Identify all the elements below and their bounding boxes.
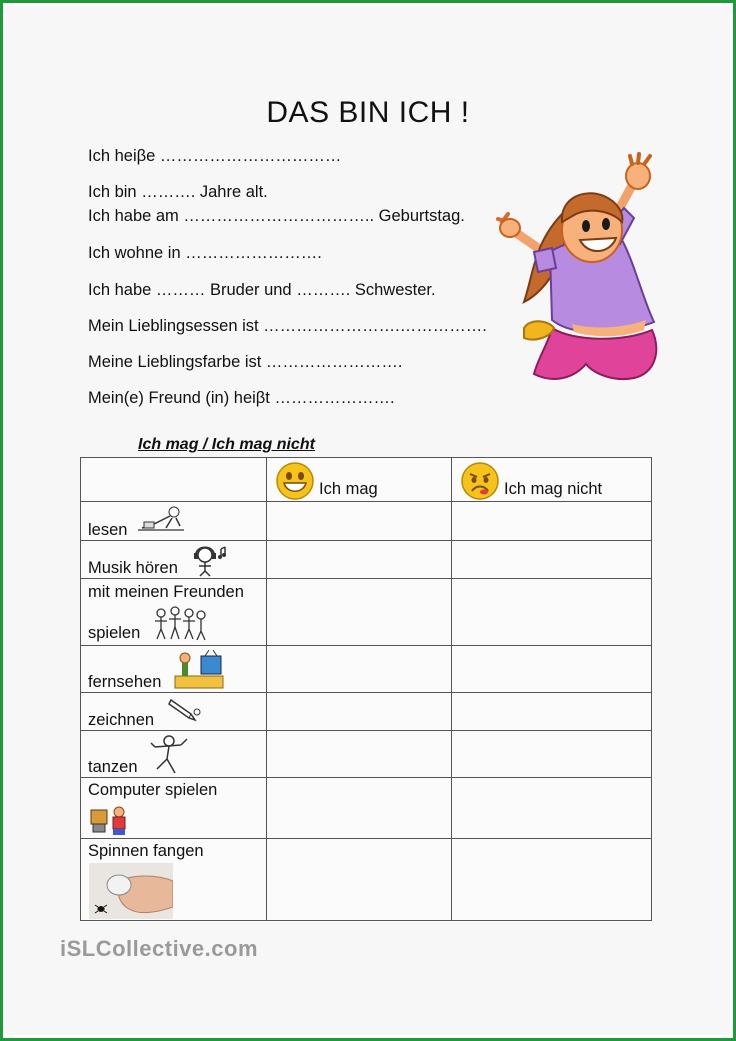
header-ich-mag-nicht — [452, 458, 652, 502]
ich-mag-cell[interactable] — [267, 778, 452, 839]
ich-mag-cell[interactable] — [267, 541, 452, 579]
row-label-cell — [81, 541, 267, 579]
line-birthday: Ich habe am …………………………….. Geburtstag. — [88, 207, 465, 225]
reading-child-icon — [136, 504, 188, 534]
activity-label-line2: spielen — [88, 624, 141, 642]
happy-smiley-icon — [275, 461, 315, 501]
activity-label: fernsehen — [88, 673, 162, 691]
ich-mag-nicht-cell[interactable] — [452, 839, 652, 921]
activity-label: Spinnen fangen — [88, 842, 204, 860]
row-label-cell — [81, 731, 267, 778]
table-row — [81, 693, 652, 731]
table-row — [81, 541, 652, 579]
ich-mag-cell[interactable] — [267, 693, 452, 731]
table-row — [81, 502, 652, 541]
jumping-kid-illustration — [494, 152, 666, 392]
row-label-cell — [81, 778, 267, 839]
ich-mag-cell[interactable] — [267, 839, 452, 921]
line-name: Ich heiβe …………………………… — [88, 147, 342, 165]
ich-mag-nicht-cell[interactable] — [452, 778, 652, 839]
computer-kid-icon — [89, 804, 129, 836]
row-label-cell — [81, 693, 267, 731]
ich-mag-nicht-cell[interactable] — [452, 541, 652, 579]
ich-mag-cell[interactable] — [267, 579, 452, 646]
tv-watching-icon — [173, 648, 225, 690]
table-row — [81, 646, 652, 693]
table-header-row — [81, 458, 652, 502]
activity-label: Musik hören — [88, 559, 178, 577]
line-residence: Ich wohne in ……………………. — [88, 244, 322, 262]
header-ich-mag — [267, 458, 452, 502]
line-age: Ich bin ………. Jahre alt. — [88, 183, 268, 201]
activity-label: tanzen — [88, 758, 138, 776]
dancing-figure-icon — [147, 733, 193, 777]
sad-smiley-icon — [460, 461, 500, 501]
table-row — [81, 579, 652, 646]
header-empty-cell — [81, 458, 267, 502]
ich-mag-nicht-cell[interactable] — [452, 579, 652, 646]
ich-mag-nicht-cell[interactable] — [452, 502, 652, 541]
activity-label: lesen — [88, 521, 128, 539]
row-label-cell — [81, 579, 267, 646]
table-row — [81, 778, 652, 839]
row-label-cell — [81, 646, 267, 693]
table-row — [81, 731, 652, 778]
line-favorite-food: Mein Lieblingsessen ist …………………….……………. — [88, 317, 487, 335]
ich-mag-cell[interactable] — [267, 502, 452, 541]
line-favorite-color: Meine Lieblingsfarbe ist ……………………. — [88, 353, 403, 371]
row-label-cell — [81, 839, 267, 921]
table-subheading: Ich mag / Ich mag nicht — [138, 436, 315, 453]
header-ich-mag-label: Ich mag — [319, 480, 378, 498]
ich-mag-nicht-cell[interactable] — [452, 731, 652, 778]
page-title: DAS BIN ICH ! — [266, 96, 470, 129]
ich-mag-nicht-cell[interactable] — [452, 646, 652, 693]
ich-mag-cell[interactable] — [267, 646, 452, 693]
activity-label: zeichnen — [88, 711, 155, 729]
pencil-drawing-icon — [167, 696, 203, 724]
line-friend: Mein(e) Freund (in) heiβt …………………. — [88, 389, 395, 407]
line-siblings: Ich habe ……… Bruder und ………. Schwester. — [88, 281, 436, 299]
row-label-cell — [81, 502, 267, 541]
header-ich-mag-nicht-label: Ich mag nicht — [504, 480, 603, 498]
ich-mag-cell[interactable] — [267, 731, 452, 778]
watermark-footer: iSLCollective.com — [60, 936, 259, 961]
spider-hand-photo — [89, 863, 173, 919]
activity-label: Computer spielen — [88, 781, 218, 799]
headphones-music-icon — [191, 543, 229, 577]
table-row — [81, 839, 652, 921]
ich-mag-nicht-cell[interactable] — [452, 693, 652, 731]
friends-playing-icon — [151, 605, 207, 643]
activity-label: mit meinen Freunden — [88, 583, 244, 601]
likes-table — [80, 457, 652, 921]
